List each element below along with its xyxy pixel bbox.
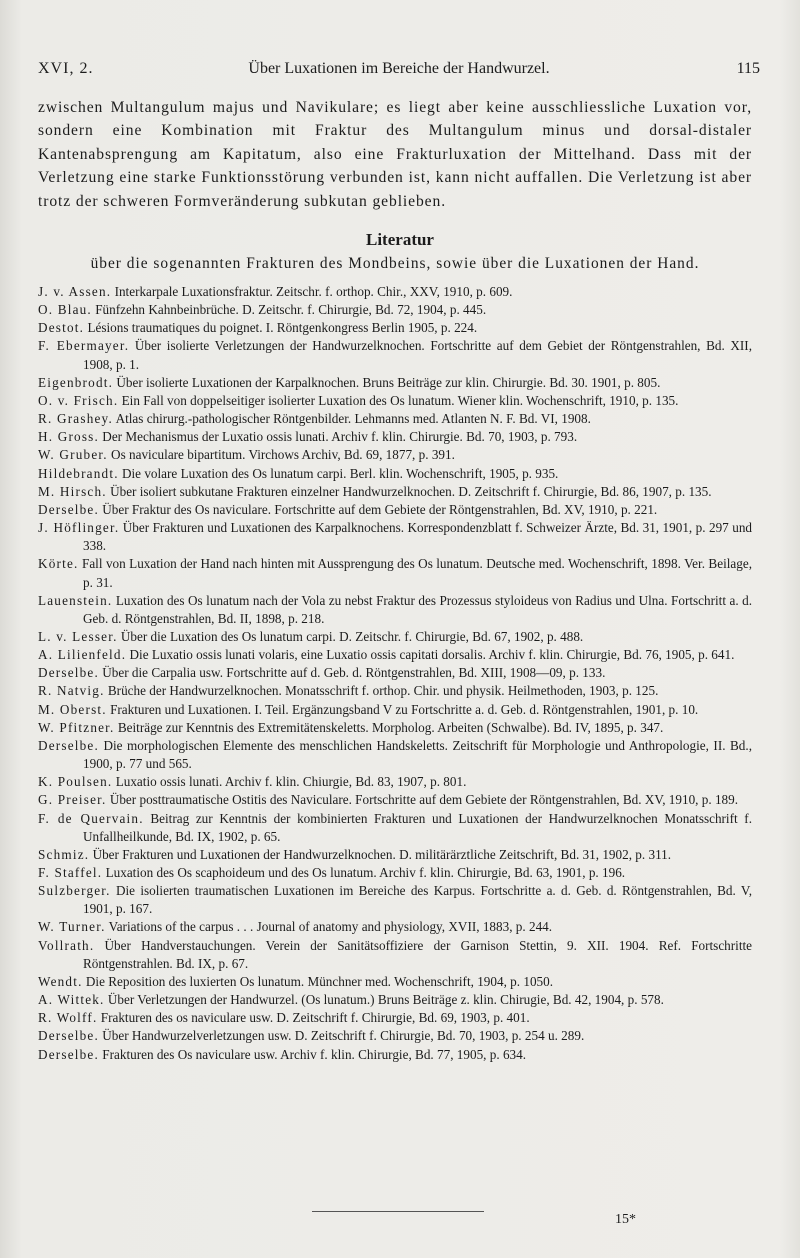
reference-text: Frakturen des Os naviculare usw. Archiv f. klin. Chirurgie, Bd. 77, 1905, p. 634. <box>102 1046 527 1062</box>
reference-entry <box>38 1027 752 1045</box>
reference-entry <box>38 864 752 882</box>
reference-author: R. Grashey. <box>38 411 113 427</box>
reference-text: Beitrag zur Kenntnis der kombinierten Frakturen und Luxationen der Handwurzelknochen Monatsschrift f. Unfallheilkunde, Bd. IX, 1902, p. 65. <box>83 810 752 844</box>
reference-entry <box>38 501 752 519</box>
reference-author: Sulzberger. <box>38 883 111 899</box>
reference-author: L. v. Lesser. <box>38 628 118 644</box>
reference-text: Interkarpale Luxationsfraktur. Zeitschr. f. orthop. Chir., XXV, 1910, p. 609. <box>114 284 513 299</box>
reference-text: Über isoliert subkutane Frakturen einzelner Handwurzelknochen. D. Zeitschrift f. Chirurgie, Bd. 86, 1907, p. 135. <box>110 483 712 499</box>
reference-text: Ein Fall von doppelseitiger isolierter Luxation des Os lunatum. Wiener klin. Wochenschrift, 1910, p. 135. <box>121 392 679 408</box>
reference-text: Über Handverstauchungen. Verein der Sanitätsoffiziere der Garnison Stettin, 9. XII. 1904. Ref. Fortschritte Röntgenstrahlen. Bd. IX, p. 67. <box>83 937 753 971</box>
reference-entry <box>38 628 752 646</box>
reference-author: Derselbe. <box>38 665 99 681</box>
reference-entry <box>38 410 752 428</box>
reference-author: J. Höflinger. <box>38 520 120 536</box>
reference-text: Die Reposition des luxierten Os lunatum. Münchner med. Wochenschrift, 1904, p. 1050. <box>85 973 554 989</box>
reference-author: O. v. Frisch. <box>38 392 119 408</box>
reference-entry <box>38 664 752 682</box>
reference-entry <box>38 592 752 628</box>
reference-entry <box>38 446 752 464</box>
reference-text: Atlas chirurg.-pathologischer Röntgenbilder. Lehmanns med. Atlanten N. F. Bd. VI, 1908. <box>115 411 591 427</box>
reference-author: O. Blau. <box>38 302 92 318</box>
reference-entry <box>38 682 752 700</box>
reference-entry <box>38 937 752 973</box>
reference-text: Über Verletzungen der Handwurzel. (Os lunatum.) Bruns Beiträge z. klin. Chirugie, Bd. 42, 1904, p. 578. <box>107 992 664 1008</box>
reference-entry <box>38 791 752 809</box>
reference-text: Die isolierten traumatischen Luxationen im Bereiche des Karpus. Fortschritte a. d. Geb. d. Röntgenstrahlen, Bd. V, 1901, p. 167. <box>83 883 752 917</box>
reference-entry <box>38 555 752 591</box>
reference-author: G. Preiser. <box>38 792 107 808</box>
reference-author: H. Gross. <box>38 429 99 445</box>
reference-author: Hildebrandt. <box>38 465 119 481</box>
reference-text: Über die Carpalia usw. Fortschritte auf d. Geb. d. Röntgenstrahlen, Bd. XIII, 1908—09, p. 133. <box>102 665 606 681</box>
reference-text: Frakturen und Luxationen. I. Teil. Ergänzungsband V zu Fortschritte a. d. Geb. d. Röntgenstrahlen, 1901, p. 10. <box>110 701 699 717</box>
reference-text: Der Mechanismus der Luxatio ossis lunati. Archiv f. klin. Chirurgie. Bd. 70, 1903, p. 793. <box>102 429 578 445</box>
reference-author: F. Staffel. <box>38 865 103 880</box>
reference-author: W. Gruber. <box>38 447 108 463</box>
reference-text: Fall von Luxation der Hand nach hinten mit Aussprengung des Os lunatum. Deutsche med. Wochenschrift, 1898. Ver. Beilage, p. 31. <box>81 556 753 590</box>
literature-subheading: über die sogenannten Frakturen des Mondbeins, sowie über die Luxationen der Hand. <box>90 255 700 272</box>
reference-author: Derselbe. <box>38 737 99 753</box>
reference-text: Luxatio ossis lunati. Archiv f. klin. Chiurgie, Bd. 83, 1907, p. 801. <box>115 774 467 790</box>
reference-entry <box>38 374 752 392</box>
reference-entry <box>38 483 752 501</box>
reference-list <box>38 283 752 1064</box>
reference-entry <box>38 737 752 773</box>
reference-author: F. de Quervain. <box>38 810 144 826</box>
reference-author: W. Turner. <box>38 919 106 935</box>
reference-entry <box>38 392 752 410</box>
reference-text: Über Frakturen und Luxationen des Karpalknochens. Korrespondenzblatt f. Schweizer Ärzte, Bd. 31, 1901, p. 297 und 338. <box>83 520 753 554</box>
reference-author: Lauenstein. <box>38 592 113 608</box>
reference-text: Frakturen des os naviculare usw. D. Zeitschrift f. Chirurgie, Bd. 69, 1903, p. 401. <box>100 1010 530 1026</box>
reference-author: Körte. <box>38 556 79 572</box>
reference-entry <box>38 337 752 373</box>
reference-text: Fünfzehn Kahnbeinbrüche. D. Zeitschr. f. Chirurgie, Bd. 72, 1904, p. 445. <box>95 302 487 318</box>
reference-entry <box>38 428 752 446</box>
signature-mark: 15* <box>615 1212 636 1227</box>
reference-text: Brüche der Handwurzelknochen. Monatsschrift f. orthop. Chir. und physik. Heilmethoden, 1903, p. 125. <box>107 683 659 699</box>
reference-text: Über Fraktur des Os naviculare. Fortschritte auf dem Gebiete der Röntgenstrahlen, Bd. XV, 1910, p. 221. <box>102 501 658 517</box>
reference-author: Derselbe. <box>38 1046 99 1062</box>
reference-text: Luxation des Os scaphoideum und des Os lunatum. Archiv f. klin. Chirurgie, Bd. 63, 1901, p. 196. <box>105 865 626 880</box>
reference-text: Über Handwurzelverletzungen usw. D. Zeitschrift f. Chirurgie, Bd. 70, 1903, p. 254 u. 289. <box>102 1028 585 1044</box>
reference-entry <box>38 519 752 555</box>
reference-entry <box>38 465 752 483</box>
reference-text: Luxation des Os lunatum nach der Vola zu nebst Fraktur des Prozessus styloideus von Radius und Ulna. Fortschritt a. d. Geb. d. Röntgenstrahlen, Bd. II, 1898, p. 218. <box>83 592 753 626</box>
reference-author: W. Pfitzner. <box>38 719 115 735</box>
footer-rule <box>312 1211 484 1212</box>
reference-author: J. v. Assen. <box>38 284 112 299</box>
reference-entry <box>38 646 752 664</box>
running-head <box>38 60 760 84</box>
reference-author: F. Ebermayer. <box>38 338 130 354</box>
reference-entry <box>38 719 752 737</box>
reference-entry <box>38 301 752 319</box>
reference-entry <box>38 882 752 918</box>
reference-author: Derselbe. <box>38 1028 99 1044</box>
reference-entry <box>38 991 752 1009</box>
reference-text: Die morphologischen Elemente des menschlichen Handskeletts. Zeitschrift für Morphologie und Anthropologie, II. Bd., 1900, p. 77 und 565. <box>83 737 752 772</box>
reference-entry <box>38 810 752 846</box>
page-number: 115 <box>736 60 760 77</box>
reference-author: R. Natvig. <box>38 683 105 699</box>
reference-text: Die volare Luxation des Os lunatum carpi. Berl. klin. Wochenschrift, 1905, p. 935. <box>121 465 559 481</box>
reference-text: Os naviculare bipartitum. Virchows Archiv, Bd. 69, 1877, p. 391. <box>111 447 455 463</box>
reference-entry <box>38 918 752 936</box>
reference-author: K. Poulsen. <box>38 774 113 790</box>
reference-author: A. Lilienfeld. <box>38 647 127 663</box>
reference-author: R. Wolff. <box>38 1010 98 1026</box>
reference-entry <box>38 973 752 991</box>
reference-text: Über isolierte Verletzungen der Handwurzelknochen. Fortschritte auf dem Gebiet der Röntgenstrahlen, Bd. XII, 1908, p. 1. <box>83 338 752 372</box>
reference-text: Lésions traumatiques du poignet. I. Röntgenkongress Berlin 1905, p. 224. <box>87 320 478 336</box>
reference-text: Über isolierte Luxationen der Karpalknochen. Bruns Beiträge zur klin. Chirurgie. Bd. 30. 1901, p. 805. <box>116 374 661 390</box>
reference-author: A. Wittek. <box>38 992 105 1008</box>
reference-author: M. Oberst. <box>38 701 107 717</box>
reference-text: Beiträge zur Kenntnis des Extremitätenskeletts. Morpholog. Arbeiten (Schwalbe). Bd. IV, 1895, p. 347. <box>117 719 664 735</box>
reference-entry <box>38 701 752 719</box>
reference-text: Variations of the carpus . . . Journal of anatomy and physiology, XVII, 1883, p. 244. <box>108 919 553 935</box>
reference-author: Eigenbrodt. <box>38 374 114 390</box>
reference-entry <box>38 283 752 301</box>
reference-text: Die Luxatio ossis lunati volaris, eine Luxatio ossis capitati dorsalis. Archiv f. klin. Chirurgie, Bd. 76, 1905, p. 641. <box>129 647 735 663</box>
reference-entry <box>38 1046 752 1064</box>
running-title: Über Luxationen im Bereiche der Handwurzel. <box>248 60 550 77</box>
reference-author: M. Hirsch. <box>38 483 107 499</box>
reference-author: Derselbe. <box>38 501 99 517</box>
reference-entry <box>38 846 752 864</box>
reference-entry <box>38 1009 752 1027</box>
reference-entry <box>38 319 752 337</box>
reference-author: Vollrath. <box>38 937 95 953</box>
reference-text: Über die Luxation des Os lunatum carpi. D. Zeitschr. f. Chirurgie, Bd. 67, 1902, p. 488. <box>120 628 584 644</box>
reference-author: Schmiz. <box>38 846 90 862</box>
reference-text: Über posttraumatische Ostitis des Naviculare. Fortschritte auf dem Gebiete der Röntgenstrahlen, Bd. XV, 1910, p. 189. <box>109 792 739 808</box>
reference-author: Wendt. <box>38 973 83 989</box>
reference-entry <box>38 773 752 791</box>
literature-heading: Literatur <box>366 230 434 249</box>
volume-label: XVI, 2. <box>38 60 94 77</box>
reference-author: Destot. <box>38 320 85 336</box>
reference-text: Über Frakturen und Luxationen der Handwurzelknochen. D. militärärztliche Zeitschrift, Bd. 31, 1902, p. 311. <box>92 846 672 862</box>
intro-paragraph: zwischen Multangulum majus und Navikulare; es liegt aber keine ausschliessliche Luxation vor, sondern eine Kombination mit Fraktur des Multangulum minus und dorsal-distaler Kantenabsprengung am Kapitatum, also eine Frakturluxation der Mittelhand. Dass mit der Verletzung eine starke Funktionsstörung verbunden ist, kann nicht auffallen. Die Verletzung ist aber trotz der schweren Formveränderung subkutan geblieben. <box>38 99 752 210</box>
